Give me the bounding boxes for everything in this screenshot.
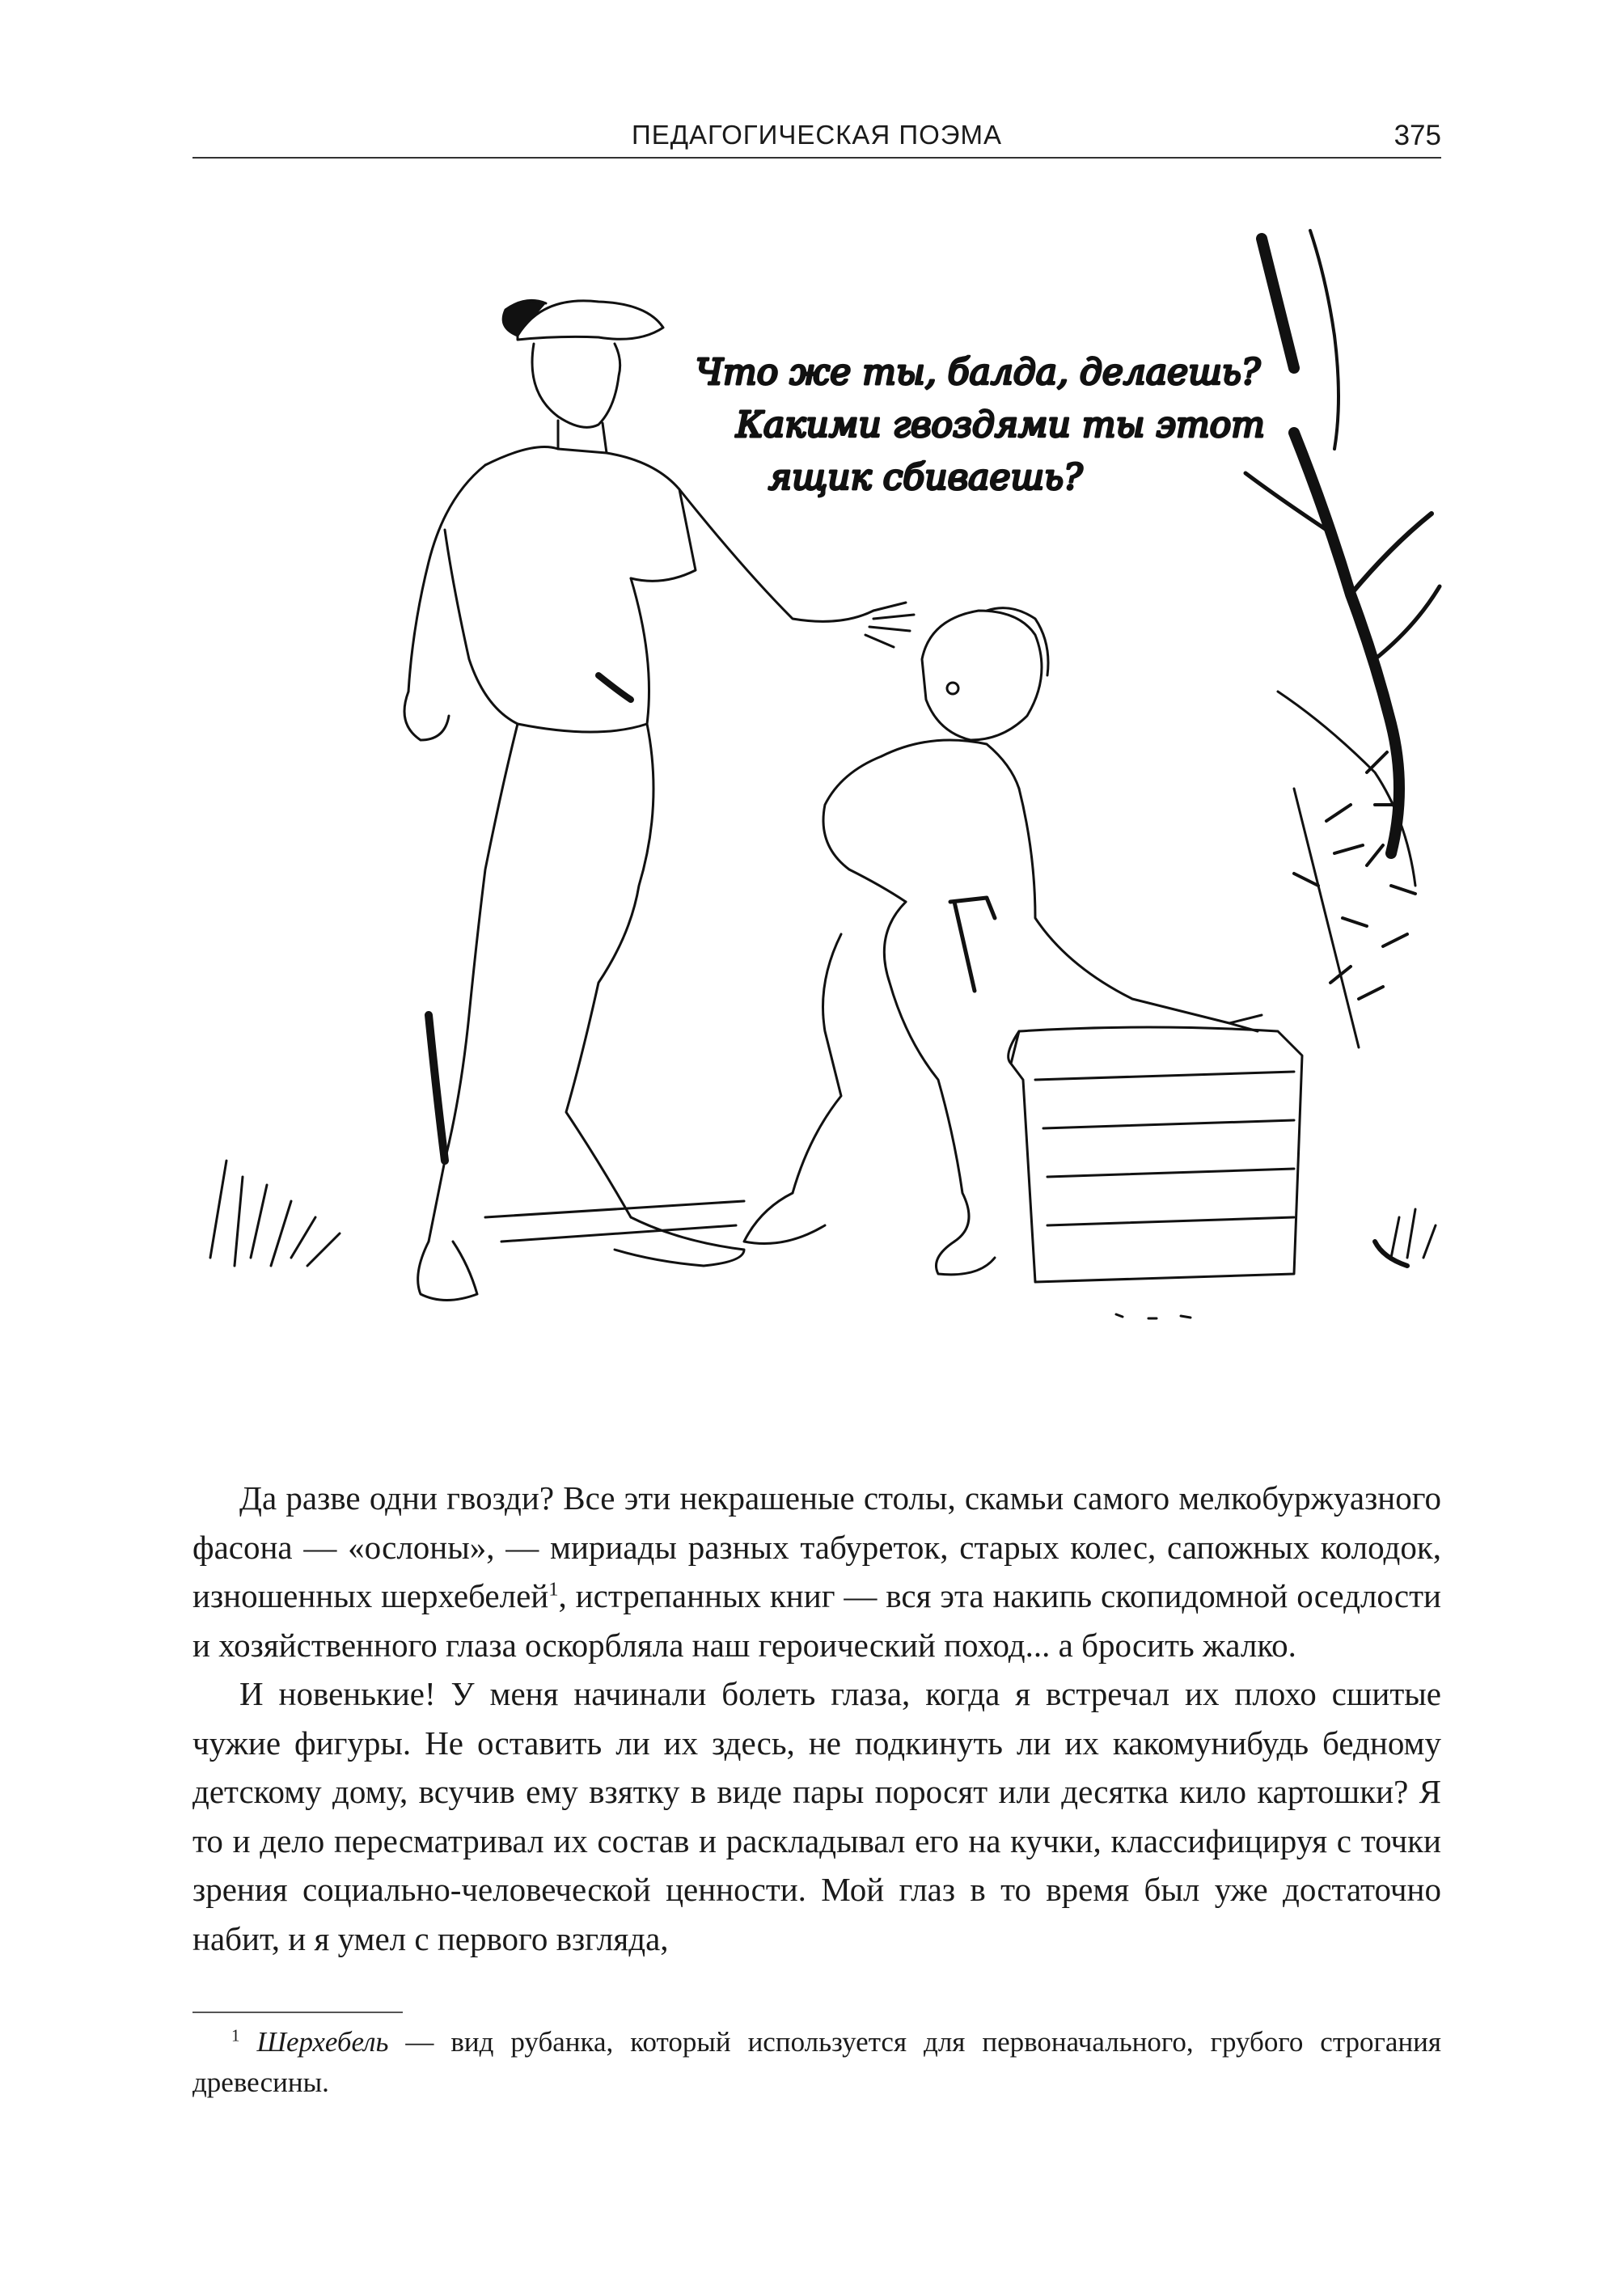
tree-and-bushes — [1245, 231, 1440, 1266]
running-title: ПЕДАГОГИЧЕСКАЯ ПОЭМА — [631, 120, 1003, 150]
footnote — [192, 2022, 1441, 2103]
wooden-crate — [1009, 1027, 1302, 1282]
ink-drawing — [178, 206, 1448, 1363]
footnote-text: — вид рубанка, который используется для первоначального, грубого строгания древесины. — [192, 2026, 1442, 2098]
page-number: 375 — [1394, 120, 1441, 151]
kneeling-boy-figure — [744, 608, 1262, 1275]
paragraph-1: Да разве одни гвозди? Все эти некрашеные столы, скамьи самого мелкобуржуазного фасона — «ослоны», — мириады разных табуреток, старых колес, сапожных колодок, изношенных шерхебелей$^1$, истрепанных книг — вся эта накипь скопидомной оседлости и хозяйственного глаза оскорбляла наш героический поход... а бросить жалко. — [192, 1479, 1441, 1664]
footnote-ref[interactable]: 1 — [548, 1578, 559, 1601]
footnote-number: 1 — [231, 2025, 240, 2046]
speech-line-2: Какими гвоздями ты этот — [736, 404, 1265, 446]
footnote-term: Шерхебель — [256, 2026, 389, 2058]
standing-man-figure — [404, 300, 914, 1300]
header-rule — [192, 157, 1441, 159]
speech-line-3: ящик сбиваешь? — [768, 457, 1083, 498]
body-text — [192, 1474, 1441, 1963]
footnote-rule — [192, 2012, 403, 2013]
grass-and-ground — [210, 1161, 1436, 1318]
speech-line-1: Что же ты, балда, делаешь? — [696, 352, 1261, 393]
illustration — [178, 206, 1448, 1363]
paragraph-2: И новенькие! У меня начинали болеть глаза, когда я встречал их плохо сшитые чужие фигуры. Не оставить ли их здесь, не подкинуть ли их какомунибудь бедному детскому дому, всучив ему взятку в виде пары поросят или десятка кило картошки? Я то и дело пересматривал их состав и раскладывал его на кучки, классифицируя с точки зрения социально-человеческой ценности. Мой глаз в то время был уже достаточно набит, и я умел с первого взгляда, — [192, 1675, 1441, 1957]
running-head — [192, 120, 1441, 159]
